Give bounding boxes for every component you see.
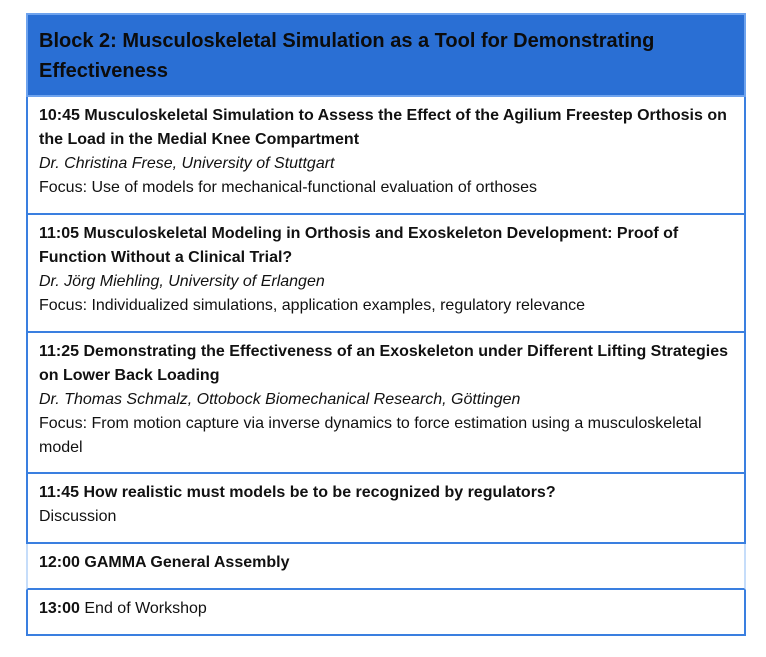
session-focus: Focus: Use of models for mechanical-functional evaluation of orthoses (39, 179, 538, 196)
session-row (26, 333, 746, 474)
session-title: 11:25 Demonstrating the Effectiveness of an Exoskeleton under Different Lifting Strategies on Lower Back Loading (39, 343, 729, 384)
session-time: 13:00 (39, 600, 80, 617)
session-title: 12:00 GAMMA General Assembly (39, 554, 290, 571)
session-note: Discussion (39, 508, 117, 525)
session-speaker: Dr. Christina Frese, University of Stuttgart (39, 155, 335, 172)
session-label: End of Workshop (84, 600, 207, 617)
session-title: 11:05 Musculoskeletal Modeling in Orthosis and Exoskeleton Development: Proof of Function Without a Clinical Trial? (39, 225, 679, 266)
session-speaker: Dr. Thomas Schmalz, Ottobock Biomechanical Research, Göttingen (39, 391, 521, 408)
session-row (26, 590, 746, 636)
block-header (26, 13, 746, 97)
block-title: Block 2: Musculoskeletal Simulation as a Tool for Demonstrating Effectiveness (39, 30, 655, 82)
session-row (26, 544, 746, 590)
session-row (26, 474, 746, 544)
session-title: 11:45 How realistic must models be to be recognized by regulators? (39, 484, 556, 501)
schedule-table (26, 13, 746, 636)
session-focus: Focus: From motion capture via inverse dynamics to force estimation using a musculoskeletal model (39, 415, 702, 456)
session-row (26, 97, 746, 215)
session-speaker: Dr. Jörg Miehling, University of Erlangen (39, 273, 325, 290)
session-focus: Focus: Individualized simulations, application examples, regulatory relevance (39, 297, 586, 314)
session-row (26, 215, 746, 333)
session-title: 10:45 Musculoskeletal Simulation to Assess the Effect of the Agilium Freestep Orthosis on the Load in the Medial Knee Compartment (39, 107, 727, 148)
